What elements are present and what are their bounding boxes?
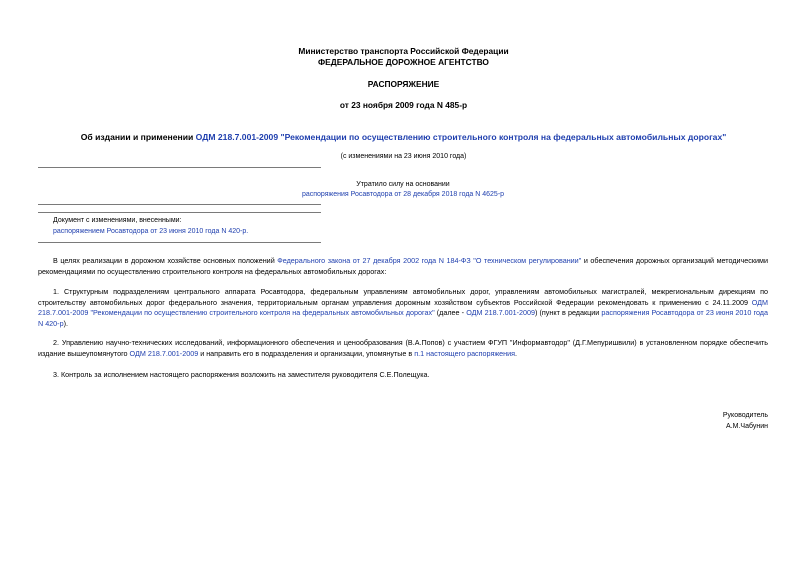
paragraph-2-text: и направить его в подразделения и организации, упомянутые в: [198, 348, 415, 358]
odm-short-link[interactable]: ОДМ 218.7.001-2009: [129, 348, 199, 358]
divider: [38, 204, 321, 205]
signature-name: А.М.Чабунин: [726, 423, 768, 430]
document-type: РАСПОРЯЖЕНИЕ: [367, 79, 440, 89]
changes-order-link[interactable]: распоряжением Росавтодора от 23 июня 2010 года N 420-р.: [53, 228, 249, 235]
paragraph-1-text: 1. Структурным подразделениям центрального аппарата Росавтодора, федеральным управлениям автомобильных дорог, управлениям автомобильных магистралей, межрегиональным дирекциям по строительству автомобильных дорог федерального значения, территориальным органам управления дорожным хозяйством субъектов Российской Федерации рекомендовать к применению с 24.11.2009: [38, 287, 768, 307]
federal-law-link[interactable]: Федерального закона от 27 декабря 2002 года N 184-ФЗ "О техническом регулировании": [277, 256, 582, 265]
paragraph-1: [38, 287, 768, 329]
changes-label: Документ с изменениями, внесенными:: [53, 217, 182, 224]
paragraph-1-text: ) (пункт в редакции: [534, 308, 602, 317]
amendment-order-link[interactable]: распоряжения Росавтодора от 23 июня 2010 года N 420-р: [38, 308, 768, 328]
divider: [38, 212, 321, 213]
document-date-number: от 23 ноября 2009 года N 485-р: [339, 100, 468, 110]
divider: [38, 167, 321, 168]
agency-heading: ФЕДЕРАЛЬНОЕ ДОРОЖНОЕ АГЕНТСТВО: [318, 57, 489, 67]
paragraph-2-text: .: [515, 348, 518, 358]
odm-link[interactable]: ОДМ 218.7.001-2009 "Рекомендации по осуществлению строительного контроля на федеральных автомобильных дорогах": [38, 297, 768, 317]
title-odm-link[interactable]: ОДМ 218.7.001-2009 "Рекомендации по осуществлению строительного контроля на федеральных автомобильных дорогах": [195, 132, 727, 142]
paragraph-2-text: 2. Управлению научно-технических исследований, информационного обеспечения и ценообразования (В.А.Попов) с участием ФГУП "Информавтодор" (Д.Г.Мепуришвили) в установленном порядке обеспечить издание вышеупомянутого: [38, 338, 768, 358]
status-line: Утратило силу на основании: [356, 181, 450, 188]
intro-paragraph: [38, 256, 768, 277]
paragraph-3: 3. Контроль за исполнением настоящего распоряжения возложить на заместителя руководителя С.Е.Полещука.: [53, 370, 430, 379]
document-title: [0, 132, 807, 143]
title-prefix: Об издании и применении: [80, 132, 196, 142]
paragraph-2: [38, 338, 768, 359]
amendments-note: (с изменениями на 23 июня 2010 года): [340, 153, 467, 160]
ministry-heading: Министерство транспорта Российской Федерации: [298, 46, 509, 56]
intro-text: и обеспечения дорожных организаций методическими рекомендациями по осуществлению строительного контроля на федеральных автомобильных дорогах:: [38, 256, 768, 276]
repeal-order-link[interactable]: распоряжения Росавтодора от 28 декабря 2018 года N 4625-р: [301, 191, 505, 198]
divider: [38, 242, 321, 243]
clause-1-link[interactable]: п.1 настоящего распоряжения: [414, 348, 516, 358]
signature-position: Руководитель: [722, 412, 768, 419]
intro-text: В целях реализации в дорожном хозяйстве основных положений: [53, 256, 278, 265]
odm-short-link[interactable]: ОДМ 218.7.001-2009: [466, 308, 535, 317]
paragraph-1-text: ).: [63, 318, 68, 328]
paragraph-1-text: (далее -: [434, 308, 467, 317]
